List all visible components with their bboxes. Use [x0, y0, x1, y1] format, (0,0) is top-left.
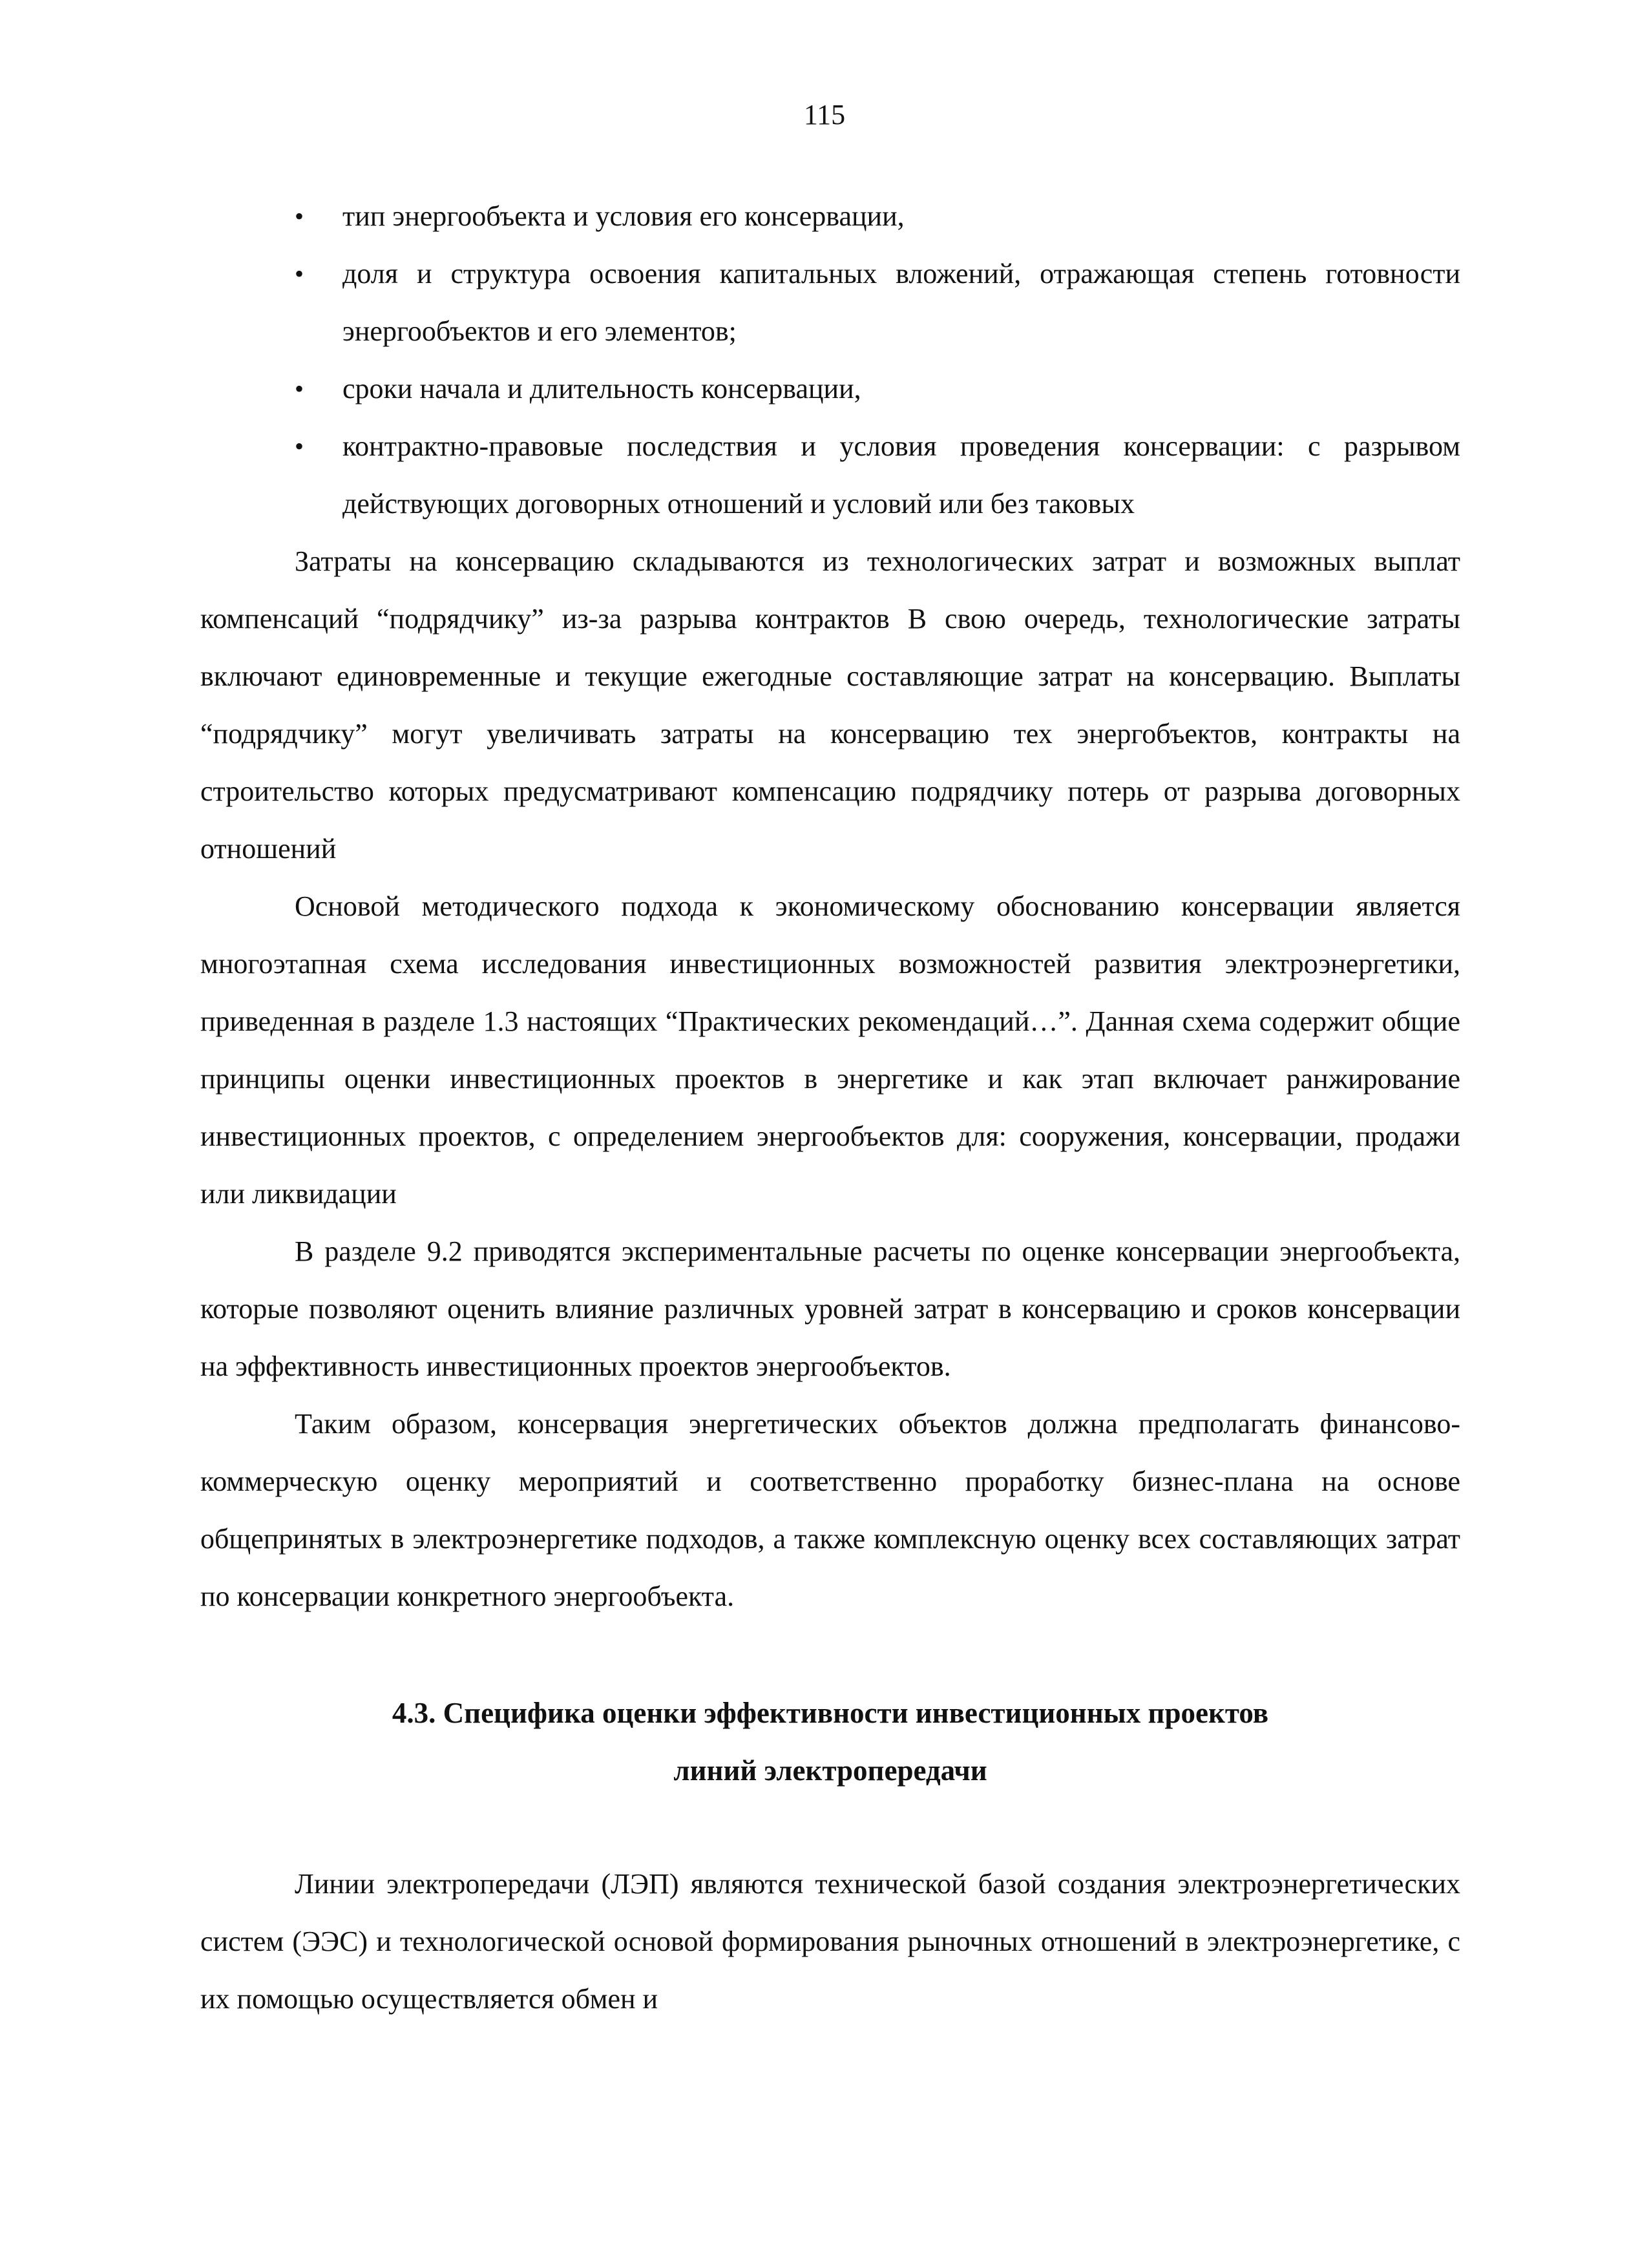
- bullet-dot-icon: •: [295, 259, 304, 288]
- bullet-item: [200, 417, 1460, 532]
- page-number: 115: [803, 99, 846, 131]
- document-body: [200, 187, 1460, 2028]
- paragraph-power-lines: Линии электропередачи (ЛЭП) являются технической базой создания электроэнергетических систем (ЭЭС) и технологической основой формирования рыночных отношений в электроэнергетике, с их помощью осуществляется обмен и: [200, 1868, 1460, 2015]
- bullet-item: [200, 360, 1460, 417]
- bullet-dot-icon: •: [295, 374, 304, 403]
- paragraph-section-9-2: В разделе 9.2 приводятся экспериментальные расчеты по оценке консервации энергообъекта, которые позволяют оценить влияние различных уровней затрат в консервацию и сроков консервации на эффективность инвестиционных проектов энергообъектов.: [200, 1235, 1460, 1382]
- paragraph-conclusion: Таким образом, консервация энергетических объектов должна предполагать финансово-коммерческую оценку мероприятий и соответственно проработку бизнес-плана на основе общепринятых в электроэнергетике подходов, а также комплексную оценку всех составляющих затрат по консервации конкретного энергообъекта.: [200, 1408, 1460, 1612]
- bullet-dot-icon: •: [295, 202, 304, 231]
- bullet-text: сроки начала и длительность консервации,: [342, 373, 861, 404]
- bullet-text: тип энергообъекта и условия его консервации,: [342, 200, 905, 232]
- bullet-list: [200, 187, 1460, 532]
- bullet-dot-icon: •: [295, 432, 304, 461]
- paragraph-method-basis: Основой методического подхода к экономическому обоснованию консервации является многоэтапная схема исследования инвестиционных возможностей развития электроэнергетики, приведенная в разделе 1.3 настоящих “Практических рекомендаций…”. Данная схема содержит общие принципы оценки инвестиционных проектов в энергетике и как этап включает ранжирование инвестиционных проектов, с определением энергообъектов для: сооружения, консервации, продажи или ликвидации: [200, 890, 1460, 1210]
- bullet-item: [200, 245, 1460, 360]
- bullet-item: [200, 187, 1460, 245]
- bullet-text: доля и структура освоения капитальных вложений, отражающая степень готовности энергообъектов и его элементов;: [342, 258, 1460, 347]
- bullet-text: контрактно-правовые последствия и условия проведения консервации: с разрывом действующих договорных отношений и условий или без таковых: [342, 430, 1460, 520]
- paragraph-conservation-costs: Затраты на консервацию складываются из технологических затрат и возможных выплат компенсаций “подрядчику” из-за разрыва контрактов В свою очередь, технологические затраты включают единовременные и текущие ежегодные составляющие затрат на консервацию. Выплаты “подрядчику” могут увеличивать затраты на консервацию тех энергобъектов, контракты на строительство которых предусматривают компенсацию подрядчику потерь от разрыва договорных отношений: [200, 545, 1460, 865]
- section-heading-line-2: линий электропередачи: [673, 1754, 987, 1787]
- section-heading-line-1: 4.3. Специфика оценки эффективности инвестиционных проектов: [392, 1697, 1269, 1729]
- section-heading: [200, 1685, 1460, 1800]
